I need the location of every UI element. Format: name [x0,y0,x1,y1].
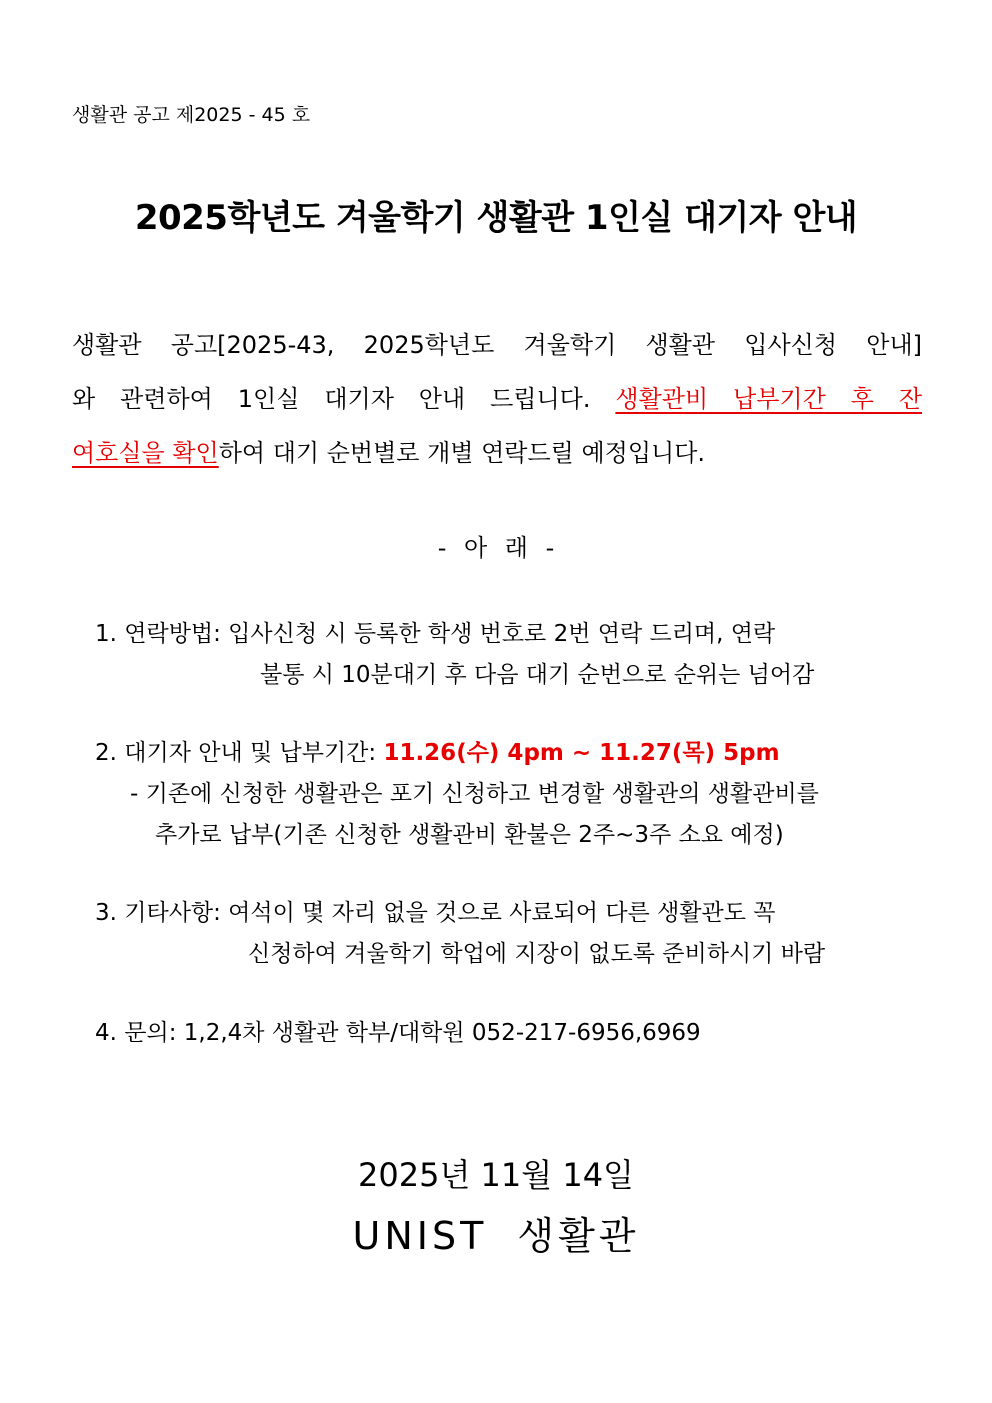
item-1-line-2: 불통 시 10분대기 후 다음 대기 순번으로 순위는 넘어감 [260,662,815,688]
organization-name: UNIST 생활관 [352,1214,640,1258]
intro-line-2-text: 와 관련하여 1인실 대기자 안내 드립니다. [72,385,616,413]
item-2-sub-line-1: - 기존에 신청한 생활관은 포기 신청하고 변경할 생활관의 생활관비를 [130,781,819,807]
item-4-line-1: 4. 문의: 1,2,4차 생활관 학부/대학원 052-217-6956,6969 [95,1020,701,1046]
item-3-line-1: 3. 기타사항: 여석이 몇 자리 없을 것으로 사료되어 다른 생활관도 꼭 [95,900,776,926]
item-2-period: 11.26(수) 4pm ~ 11.27(목) 5pm [383,740,780,766]
intro-line-3-text: 하여 대기 순번별로 개별 연락드릴 예정입니다. [218,439,706,467]
intro-line-2 [72,372,922,426]
intro-line-3 [72,426,922,480]
intro-emphasis-1: 생활관비 납부기간 후 잔 [615,385,922,413]
page-title: 2025학년도 겨울학기 생활관 1인실 대기자 안내 [134,198,858,238]
item-3-line-2: 신청하여 겨울학기 학업에 지장이 없도록 준비하시기 바람 [248,941,826,967]
issue-date: 2025년 11월 14일 [358,1156,634,1194]
notice-number: 생활관 공고 제2025 - 45 호 [72,104,311,126]
intro-line-1: 생활관 공고[2025-43, 2025학년도 겨울학기 생활관 입사신청 안내] [72,331,922,359]
intro-paragraph [72,318,922,480]
item-2-sub-line-2: 추가로 납부(기존 신청한 생활관비 환불은 2주~3주 소요 예정) [155,822,784,848]
below-heading: - 아 래 - [437,534,555,562]
item-2-line-1 [95,733,780,773]
item-2-label: 2. 대기자 안내 및 납부기간: [95,740,384,766]
item-1-line-1: 1. 연락방법: 입사신청 시 등록한 학생 번호로 2번 연락 드리며, 연락 [95,621,776,647]
intro-emphasis-2: 여호실을 확인 [72,439,219,467]
